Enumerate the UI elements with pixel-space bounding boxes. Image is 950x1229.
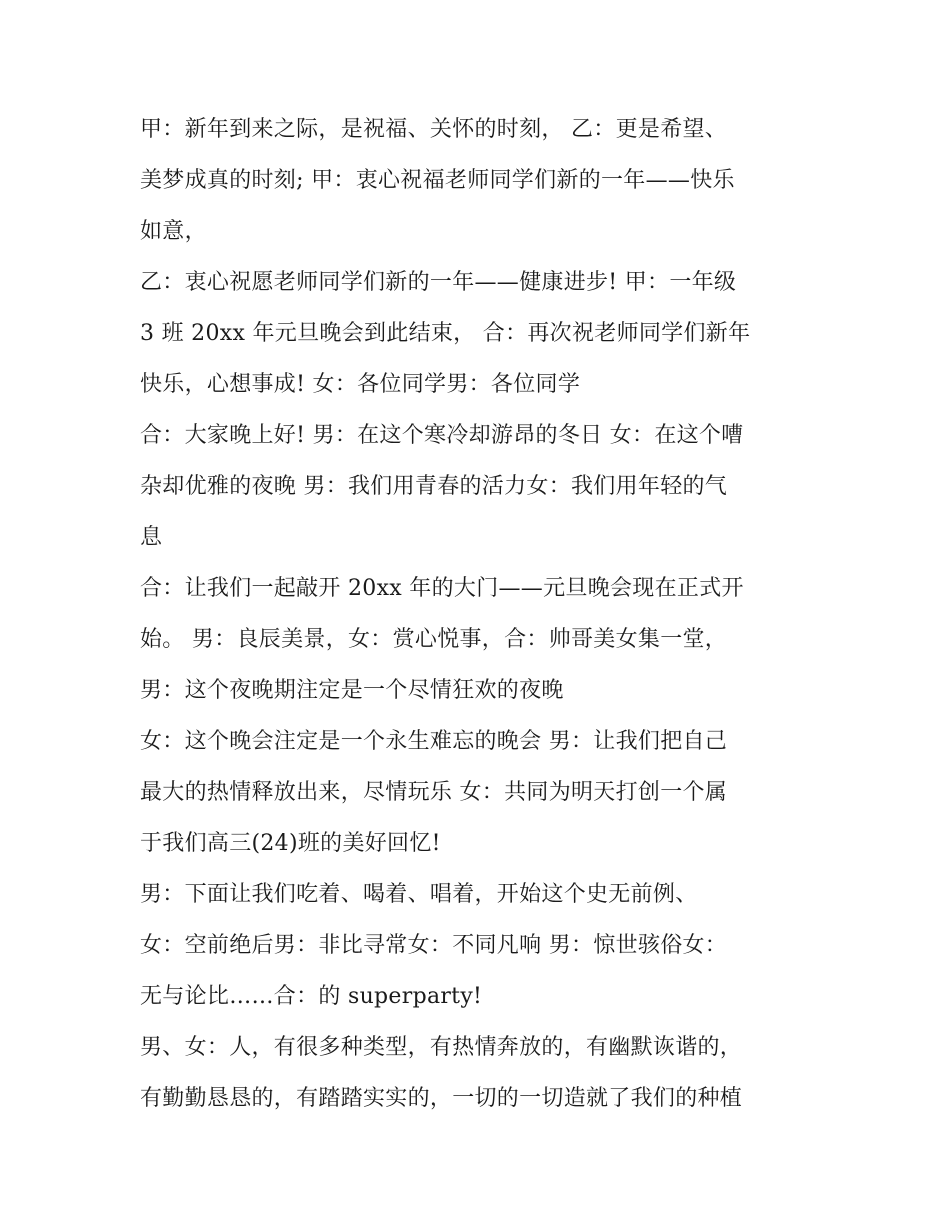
text-line: 男、女：人，有很多种类型，有热情奔放的，有幽默诙谐的， <box>140 1035 743 1060</box>
text-line: 男：这个夜晚期注定是一个尽情狂欢的夜晚 <box>140 678 564 703</box>
text-line: 美梦成真的时刻; 甲：衷心祝福老师同学们新的一年——快乐 <box>140 168 735 193</box>
text-line: 合：让我们一起敲开 20xx 年的大门——元旦晚会现在正式开 <box>140 576 744 601</box>
text-line: 无与论比……合：的 superparty! <box>140 984 483 1009</box>
text-line: 合：大家晚上好! 男：在这个寒冷却游昂的冬日 女：在这个嘈 <box>140 423 744 448</box>
text-line: 始。 男：良辰美景，女：赏心悦事，合：帅哥美女集一堂， <box>140 627 728 652</box>
text-line: 男：下面让我们吃着、喝着、唱着，开始这个史无前例、 <box>140 882 698 907</box>
text-line: 如意， <box>140 219 207 244</box>
text-line: 杂却优雅的夜晚 男：我们用青春的活力女：我们用年轻的气 <box>140 474 728 499</box>
text-line: 有勤勤恳恳的，有踏踏实实的，一切的一切造就了我们的种植 <box>140 1086 743 1111</box>
text-line: 女：这个晚会注定是一个永生难忘的晚会 男：让我们把自己 <box>140 729 728 754</box>
text-line: 最大的热情释放出来，尽情玩乐 女：共同为明天打创一个属 <box>140 780 728 805</box>
text-line: 3 班 20xx 年元旦晚会到此结束， 合：再次祝老师同学们新年 <box>140 321 751 346</box>
text-line: 甲：新年到来之际，是祝福、关怀的时刻， 乙：更是希望、 <box>140 117 728 142</box>
text-line: 息 <box>140 525 163 550</box>
document-body <box>140 104 820 1124</box>
text-line: 女：空前绝后男：非比寻常女：不同凡响 男：惊世骇俗女： <box>140 933 728 958</box>
text-line: 于我们高三(24)班的美好回忆! <box>140 831 441 856</box>
text-line: 乙：衷心祝愿老师同学们新的一年——健康进步! 甲：一年级 <box>140 270 737 295</box>
text-line: 快乐，心想事成! 女：各位同学男：各位同学 <box>140 372 581 397</box>
